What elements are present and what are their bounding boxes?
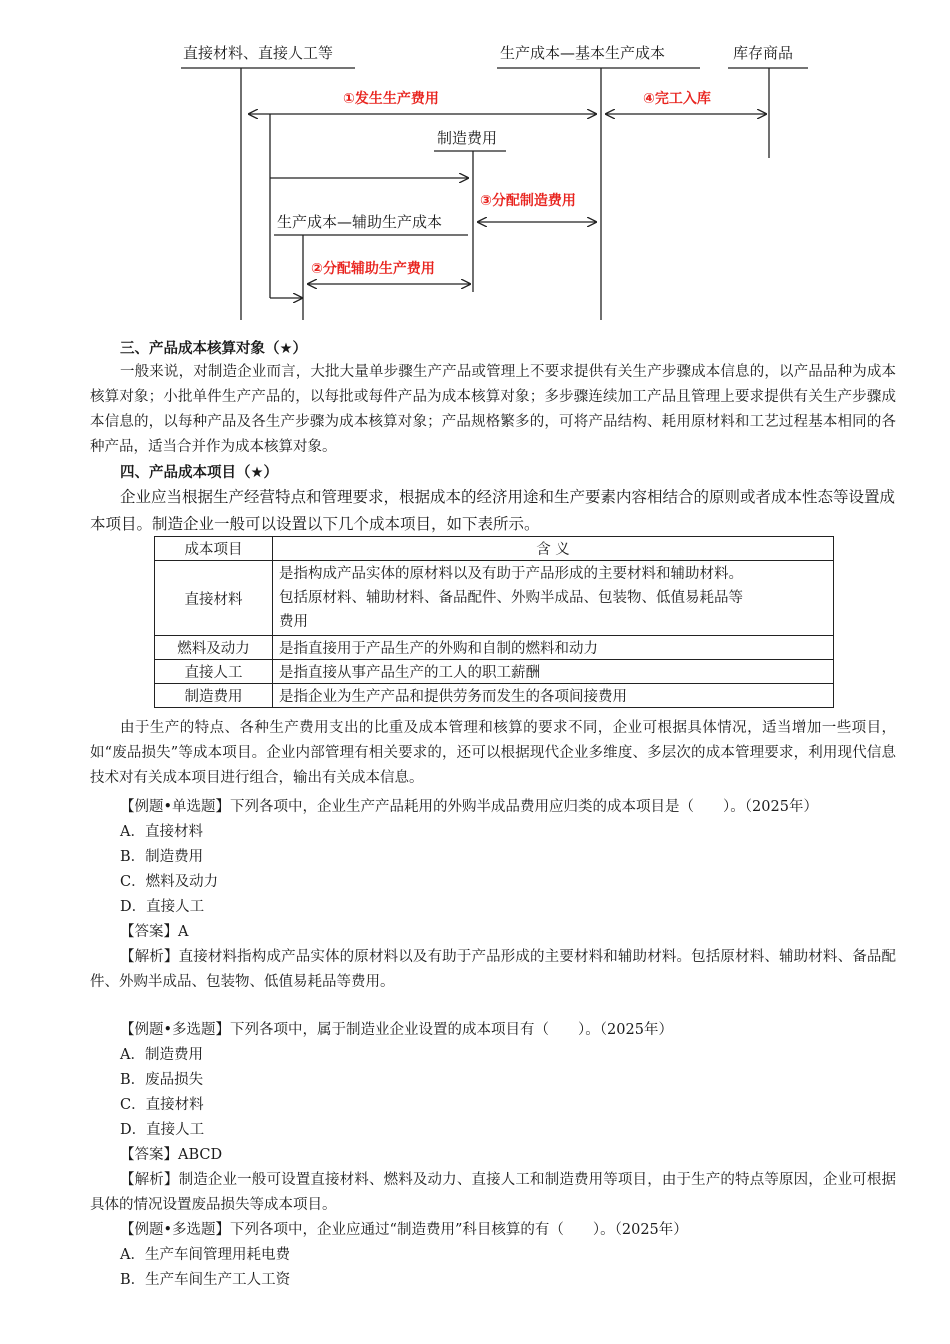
table-cell-meaning: 是指企业为生产产品和提供劳务而发生的各项间接费用: [273, 684, 834, 708]
label-overhead: 制造费用: [437, 129, 498, 147]
q3-option-a: A．生产车间管理用耗电费: [120, 1247, 290, 1263]
meaning-line: 包括原材料、辅助材料、备品配件、外购半成品、包装物、低值易耗品等: [279, 590, 743, 606]
label-direct-materials: 直接材料、直接人工等: [183, 44, 334, 62]
table-row: [155, 636, 834, 660]
q2-stem: 【例题•多选题】下列各项中，属于制造业企业设置的成本项目有（ ）。（2025年）: [120, 1022, 673, 1038]
cost-items-table: [154, 536, 834, 708]
q2-option-c: C．直接材料: [120, 1097, 204, 1113]
q1-analysis: 【解析】直接材料指构成产品实体的原材料以及有助于产品形成的主要材料和辅助材料。包括原材料、辅助材料、备品配件、外购半成品、包装物、低值易耗品等费用。: [90, 949, 896, 990]
table-cell-meaning: 是指直接用于产品生产的外购和自制的燃料和动力: [273, 636, 834, 660]
meaning-line: 费用: [279, 614, 308, 630]
section4-body: 企业应当根据生产经营特点和管理要求，根据成本的经济用途和生产要素内容相结合的原则或者成本性态等设置成本项目。制造企业一般可以设置以下几个成本项目，如下表所示。: [90, 488, 896, 533]
step2-label: ②分配辅助生产费用: [311, 261, 435, 277]
table-cell-item: 制造费用: [155, 684, 273, 708]
q2-analysis: 【解析】制造企业一般可设置直接材料、燃料及动力、直接人工和制造费用等项目，由于生产的特点等原因，企业可根据具体的情况设置废品损失等成本项目。: [90, 1172, 896, 1213]
after-table-paragraph: 由于生产的特点、各种生产费用支出的比重及成本管理和核算的要求不同，企业可根据具体情况，适当增加一些项目，如“废品损失”等成本项目。企业内部管理有相关要求的，还可以根据现代企业多维度、多层次的成本管理要求，利用现代信息技术对有关成本项目进行组合，输出有关成本信息。: [90, 720, 896, 786]
q1-option-a: A．直接材料: [120, 824, 203, 840]
section4-heading: 四、产品成本项目（★）: [120, 465, 278, 481]
label-inventory: 库存商品: [733, 44, 794, 62]
q3-option-b: B．生产车间生产工人工资: [120, 1272, 291, 1288]
section3-body: 一般来说，对制造企业而言，大批大量单步骤生产产品或管理上不要求提供有关生产步骤成本信息的，以产品品种为成本核算对象；小批单件生产产品的，以每批或每件产品为成本核算对象；多步骤连续加工产品且管理上要求提供有关生产步骤成本信息的，以每种产品及各生产步骤为成本核算对象；产品规格繁多的，可将产品结构、耗用原材料和工艺过程基本相同的各种产品，适当合并作为成本核算对象。: [90, 364, 896, 455]
label-auxiliary-cost: 生产成本—辅助生产成本: [277, 213, 443, 231]
q1-option-b: B．制造费用: [120, 849, 204, 865]
label-basic-production-cost: 生产成本—基本生产成本: [500, 44, 666, 62]
table-cell-item: 燃料及动力: [155, 636, 273, 660]
q1-answer: 【答案】A: [120, 924, 189, 940]
step1-label: ①发生生产费用: [343, 91, 439, 107]
table-cell-meaning: 是指直接从事产品生产的工人的职工薪酬: [273, 660, 834, 684]
section3-heading: 三、产品成本核算对象（★）: [120, 341, 307, 357]
cost-flow-diagram: [0, 0, 950, 330]
table-cell-meaning: [273, 561, 834, 636]
q2-option-d: D．直接人工: [120, 1122, 205, 1138]
step3-label: ③分配制造费用: [480, 193, 576, 209]
table-row: [155, 660, 834, 684]
q3-stem: 【例题•多选题】下列各项中，企业应通过“制造费用”科目核算的有（ ）。（2025年）: [120, 1222, 688, 1238]
q1-option-c: C．燃料及动力: [120, 874, 219, 890]
table-row: [155, 684, 834, 708]
q2-option-a: A．制造费用: [120, 1047, 203, 1063]
table-cell-item: 直接人工: [155, 660, 273, 684]
q1-option-d: D．直接人工: [120, 899, 205, 915]
q2-answer: 【答案】ABCD: [120, 1147, 223, 1163]
table-row: [155, 561, 834, 636]
table-header-row: [155, 537, 834, 561]
q2-option-b: B．废品损失: [120, 1072, 204, 1088]
table-header-item: 成本项目: [155, 537, 273, 561]
step4-label: ④完工入库: [643, 91, 711, 107]
meaning-line: 是指构成产品实体的原材料以及有助于产品形成的主要材料和辅助材料。: [279, 566, 743, 582]
q1-stem: 【例题•单选题】下列各项中，企业生产产品耗用的外购半成品费用应归类的成本项目是（ ）。（2025年）: [120, 799, 818, 815]
table-header-meaning: 含 义: [273, 537, 834, 561]
table-cell-item: 直接材料: [155, 561, 273, 636]
